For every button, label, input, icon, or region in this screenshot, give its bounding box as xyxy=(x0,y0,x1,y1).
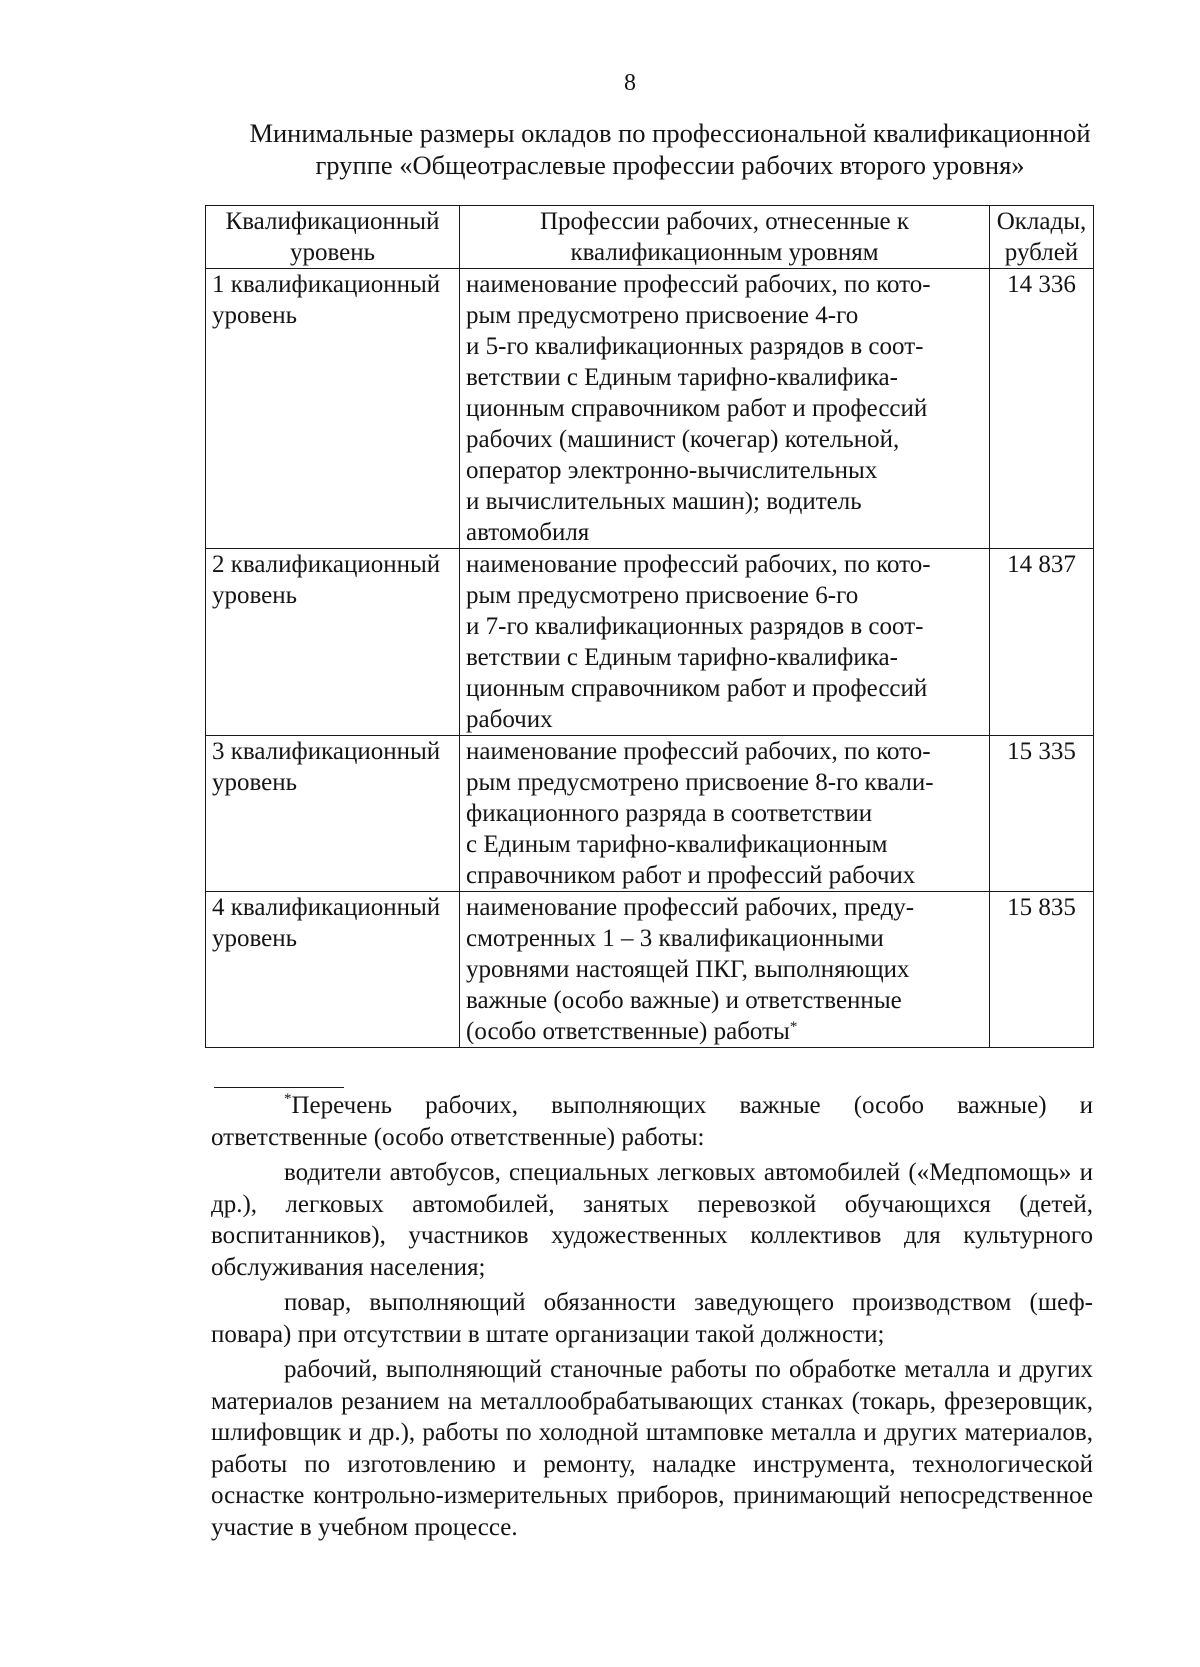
level-cell xyxy=(206,549,460,736)
footnote-paragraph: повар, выполняющий обязанности заведующего производством (шеф-повара) при отсутствии в штате организации такой должности; xyxy=(211,1289,1093,1348)
professions-line: рабочих xyxy=(466,706,553,733)
professions-line: важные (особо важные) и ответственные xyxy=(466,987,902,1014)
level-line: уровень xyxy=(212,582,298,609)
table-body xyxy=(206,269,1094,1048)
professions-line: наименование профессий рабочих, по кото- xyxy=(466,271,931,298)
table-row xyxy=(206,269,1094,549)
footnote-paragraph: *Перечень рабочих, выполняющих важные (особо важные) и ответственные (особо ответственные) работы: xyxy=(211,1091,1093,1151)
level-cell xyxy=(206,736,460,892)
salary-cell: 15 835 xyxy=(990,892,1094,1048)
salary-table xyxy=(205,205,1094,1048)
table-row xyxy=(206,736,1094,892)
level-line: 1 квалификационный xyxy=(212,271,441,298)
table-header-row xyxy=(206,206,1094,269)
professions-line: наименование профессий рабочих, преду- xyxy=(466,894,915,921)
footnote-paragraph: водители автобусов, специальных легковых автомобилей («Медпомощь» и др.), легковых автомобилей, занятых перевозкой обучающихся (детей, воспитанников), участников художественных коллективов для культурного обслуживания населения; xyxy=(211,1159,1093,1281)
professions-line: наименование профессий рабочих, по кото- xyxy=(466,551,931,578)
footnote-reference: * xyxy=(789,1019,798,1035)
header-salary: Оклады, рублей xyxy=(990,206,1094,269)
professions-cell xyxy=(460,892,990,1048)
level-line: 3 квалификационный xyxy=(212,738,441,765)
professions-line: ветствии с Единым тарифно-квалифика- xyxy=(466,644,898,671)
professions-cell xyxy=(460,549,990,736)
table-row xyxy=(206,549,1094,736)
professions-line: (особо ответственные) работы* xyxy=(466,1018,798,1045)
level-cell xyxy=(206,892,460,1048)
professions-cell xyxy=(460,736,990,892)
salary-cell: 15 335 xyxy=(990,736,1094,892)
document-title xyxy=(222,117,1118,181)
level-line: 2 квалификационный xyxy=(212,551,441,578)
level-line: уровень xyxy=(212,302,298,329)
professions-cell xyxy=(460,269,990,549)
level-cell xyxy=(206,269,460,549)
professions-line: смотренных 1 – 3 квалификационными xyxy=(466,925,884,952)
page-number: 8 xyxy=(624,70,636,96)
header-level: Квалификационный уровень xyxy=(206,206,460,269)
professions-line: с Единым тарифно-квалификационным xyxy=(466,831,888,858)
professions-line: ветствии с Единым тарифно-квалифика- xyxy=(466,364,898,391)
professions-line: уровнями настоящей ПКГ, выполняющих xyxy=(466,956,910,983)
salary-cell: 14 336 xyxy=(990,269,1094,549)
professions-line: справочником работ и профессий рабочих xyxy=(466,862,916,889)
professions-line: рым предусмотрено присвоение 6-го xyxy=(466,582,859,609)
level-line: 4 квалификационный xyxy=(212,894,441,921)
footnote-divider xyxy=(214,1087,344,1088)
professions-line: ционным справочником работ и профессий xyxy=(466,675,928,702)
professions-line: рым предусмотрено присвоение 4-го xyxy=(466,302,859,329)
title-line-2: группе «Общеотраслевые профессии рабочих второго уровня» xyxy=(315,150,1025,180)
table-row xyxy=(206,892,1094,1048)
professions-line: и 5-го квалификационных разрядов в соот- xyxy=(466,333,924,360)
footnote xyxy=(211,1090,1093,1543)
level-line: уровень xyxy=(212,769,298,796)
title-line-1: Минимальные размеры окладов по профессиональной квалификационной xyxy=(249,118,1091,148)
professions-line: рабочих (машинист (кочегар) котельной, xyxy=(466,426,900,453)
salary-cell: 14 837 xyxy=(990,549,1094,736)
professions-line: ционным справочником работ и профессий xyxy=(466,395,928,422)
professions-line: оператор электронно-вычислительных xyxy=(466,457,878,484)
professions-line: автомобиля xyxy=(466,519,590,546)
footnote-marker: * xyxy=(284,1091,292,1107)
footnote-paragraph: рабочий, выполняющий станочные работы по обработке металла и других материалов резанием на металлообрабатывающих станках (токарь, фрезеровщик, шлифовщик и др.), работы по холодной штамповке металла и других материалов, работы по изготовлению и ремонту, наладке инструмента, технологической оснастке контрольно-измерительных приборов, принимающий непосредственное участие в учебном процессе. xyxy=(211,1356,1093,1541)
professions-line: фикационного разряда в соответствии xyxy=(466,800,873,827)
professions-line: и 7-го квалификационных разрядов в соот- xyxy=(466,613,924,640)
professions-line: рым предусмотрено присвоение 8-го квали- xyxy=(466,769,934,796)
header-professions: Профессии рабочих, отнесенные к квалификационным уровням xyxy=(460,206,990,269)
level-line: уровень xyxy=(212,925,298,952)
professions-line: наименование профессий рабочих, по кото- xyxy=(466,738,931,765)
professions-line: и вычислительных машин); водитель xyxy=(466,488,862,515)
